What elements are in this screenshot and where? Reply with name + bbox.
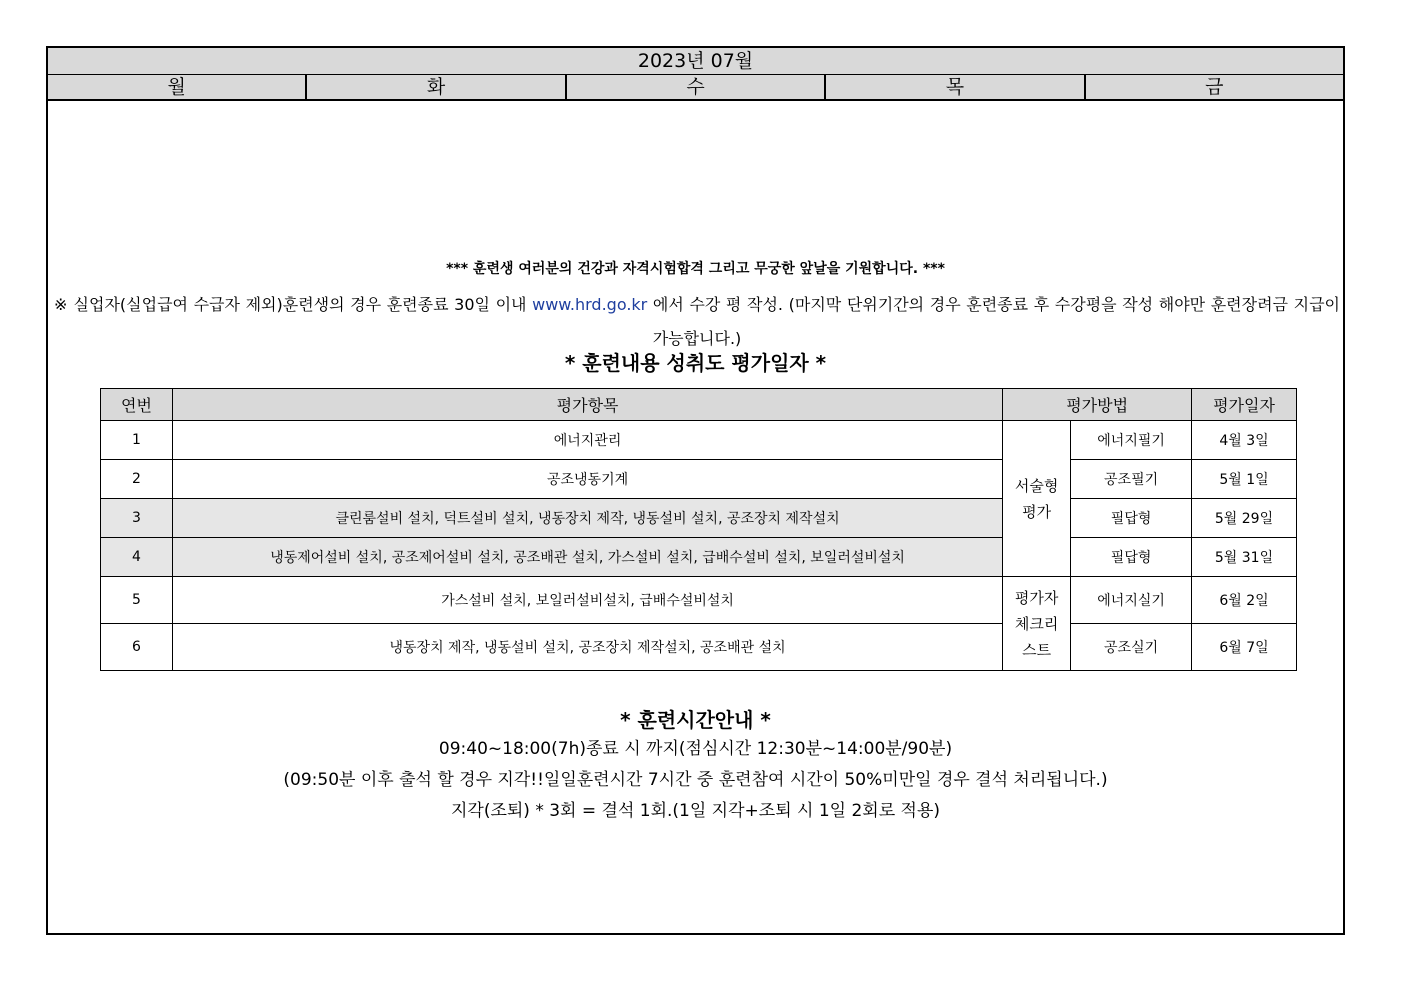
wish-message: *** 훈련생 여러분의 건강과 자격시험합격 그리고 무궁한 앞날을 기원합니다. *** [446, 261, 945, 277]
training-time-info [48, 734, 1343, 827]
row-date: 6월 2일 [1192, 577, 1297, 624]
row-item: 냉동장치 제작, 냉동설비 설치, 공조장치 제작설치, 공조배관 설치 [172, 624, 1002, 671]
row-no: 6 [101, 624, 173, 671]
training-time-line3: 지각(조퇴) * 3회 = 결석 1회.(1일 지각+조퇴 시 1일 2회로 적용) [450, 801, 941, 821]
method-group-written: 서술형 평가 [1003, 421, 1071, 577]
row-method: 공조필기 [1071, 460, 1192, 499]
table-row [101, 421, 1297, 460]
table-row [101, 460, 1297, 499]
row-item: 에너지관리 [172, 421, 1002, 460]
weekday-tue: 화 [307, 75, 566, 99]
row-date: 5월 1일 [1192, 460, 1297, 499]
table-row [101, 624, 1297, 671]
header-item: 평가항목 [172, 389, 1002, 421]
row-date: 5월 29일 [1192, 499, 1297, 538]
row-item: 냉동제어설비 설치, 공조제어설비 설치, 공조배관 설치, 가스설비 설치, 급배수설비 설치, 보일러설비설치 [172, 538, 1002, 577]
hrd-link[interactable]: www.hrd.go.kr [532, 295, 648, 314]
training-time-line1: 09:40~18:00(7h)종료 시 까지(점심시간 12:30분~14:00분/90분) [438, 739, 953, 759]
row-method: 필답형 [1071, 538, 1192, 577]
survey-notice-suffix: 에서 수강 평 작성. (마지막 단위기간의 경우 훈련종료 후 수강평을 작성 해야만 훈련장려금 지급이 가능합니다.) [647, 295, 1340, 348]
row-no: 1 [101, 421, 173, 460]
table-row [101, 577, 1297, 624]
evaluation-table [100, 388, 1297, 671]
weekday-mon: 월 [48, 75, 307, 99]
weekday-fri: 금 [1205, 76, 1224, 98]
training-time-title: * 훈련시간안내 * [620, 708, 771, 732]
row-method: 공조실기 [1071, 624, 1192, 671]
row-method: 에너지실기 [1071, 577, 1192, 624]
table-row [101, 499, 1297, 538]
row-method: 에너지필기 [1071, 421, 1192, 460]
row-item: 가스설비 설치, 보일러설비설치, 급배수설비설치 [172, 577, 1002, 624]
header-no: 연번 [101, 389, 173, 421]
row-date: 4월 3일 [1192, 421, 1297, 460]
survey-notice [54, 288, 1340, 356]
row-no: 2 [101, 460, 173, 499]
row-method: 필답형 [1071, 499, 1192, 538]
method-group-checklist: 평가자 체크리 스트 [1003, 577, 1071, 671]
row-no: 5 [101, 577, 173, 624]
training-time-line2: (09:50분 이후 출석 할 경우 지각!!일일훈련시간 7시간 중 훈련참여 시간이 50%미만일 경우 결석 처리됩니다.) [283, 770, 1108, 790]
table-row [101, 538, 1297, 577]
weekday-header [48, 75, 1343, 101]
row-item: 클린룸설비 설치, 덕트설비 설치, 냉동장치 제작, 냉동설비 설치, 공조장치 제작설치 [172, 499, 1002, 538]
row-no: 3 [101, 499, 173, 538]
evaluation-header-row [101, 389, 1297, 421]
weekday-wed: 수 [567, 75, 826, 99]
month-title: 2023년 07월 [48, 48, 1343, 75]
evaluation-title: * 훈련내용 성취도 평가일자 * [564, 351, 827, 375]
calendar-frame [46, 46, 1345, 935]
survey-notice-prefix: ※ 실업자(실업급여 수급자 제외)훈련생의 경우 훈련종료 30일 이내 [54, 295, 533, 314]
header-date: 평가일자 [1192, 389, 1297, 421]
header-method: 평가방법 [1003, 389, 1192, 421]
row-no: 4 [101, 538, 173, 577]
row-date: 6월 7일 [1192, 624, 1297, 671]
weekday-thu: 목 [826, 75, 1085, 99]
row-date: 5월 31일 [1192, 538, 1297, 577]
row-item: 공조냉동기계 [172, 460, 1002, 499]
